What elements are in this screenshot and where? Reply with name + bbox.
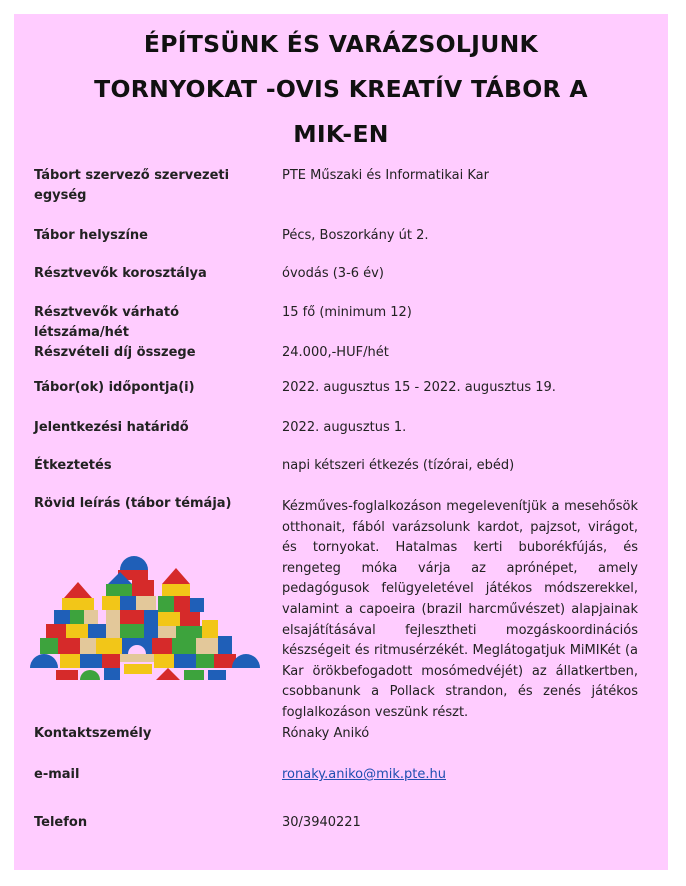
label-age-group: Résztvevők korosztálya [34, 266, 207, 281]
label-meals: Étkeztetés [34, 458, 112, 473]
email-link[interactable]: ronaky.aniko@mik.pte.hu [282, 767, 446, 782]
title-line: TORNYOKAT -OVIS KREATÍV TÁBOR A [94, 75, 588, 103]
value-organizer: PTE Műszaki és Informatikai Kar [282, 168, 489, 183]
label-organizer: Tábort szervező szervezeti egység [34, 168, 230, 203]
label-deadline: Jelentkezési határidő [34, 420, 189, 435]
title-line: MIK-EN [293, 120, 389, 148]
value-contact: Rónaky Anikó [282, 726, 370, 741]
label-dates: Tábor(ok) időpontja(i) [34, 380, 195, 395]
value-description: Kézműves-foglalkozáson megelevenítjük a mesehősök otthonait, fából varázsolunk kardot, pajzsot, virágot, és tornyokat. Hatalmas kerti buborékfújás, és rengeteg móka várja az aprónépet, amely pedagógusok felügyeletével játékos módszerekkel, valamint a capoeira (brazil harcművészet) alapjainak elsajátításával fejlesztheti mozgáskoordinációs készségeit és ritmusérzékét. Meglátogatjuk MiMIKét (a Kar örökbefogadott mosómedvéjét) az állatkertben, csobbanunk a Pollack strandon, és zenés játékos foglalkozáson veszünk részt. [282, 499, 638, 720]
value-fee: 24.000,-HUF/hét [282, 345, 389, 360]
title-line: ÉPÍTSÜNK ÉS VARÁZSOLJUNK [143, 30, 539, 58]
value-phone: 30/3940221 [282, 815, 361, 830]
email-value [282, 765, 638, 785]
label-contact: Kontaktszemély [34, 726, 152, 741]
value-age-group: óvodás (3-6 év) [282, 266, 384, 281]
label-phone: Telefon [34, 815, 88, 830]
value-meals: napi kétszeri étkezés (tízórai, ebéd) [282, 458, 515, 473]
label-participants: Résztvevők várható létszáma/hét [34, 305, 180, 340]
label-fee: Részvételi díj összege [34, 345, 196, 360]
label-description: Rövid leírás (tábor témája) [34, 496, 232, 511]
value-location: Pécs, Boszorkány út 2. [282, 228, 429, 243]
value-participants: 15 fő (minimum 12) [282, 305, 412, 320]
label-email: e-mail [34, 767, 80, 782]
wooden-toy-blocks-icon [26, 540, 262, 690]
page-title [14, 22, 668, 157]
value-deadline: 2022. augusztus 1. [282, 420, 407, 435]
label-location: Tábor helyszíne [34, 228, 148, 243]
value-dates: 2022. augusztus 15 - 2022. augusztus 19. [282, 380, 556, 395]
